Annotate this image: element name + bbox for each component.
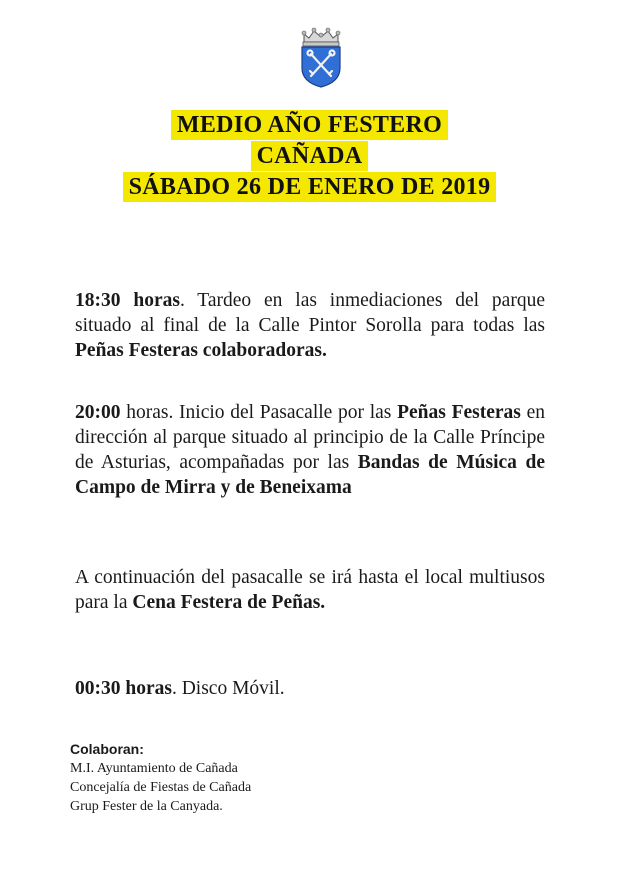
text-cena: A continuación del pasacalle se irá hasta el local multiusos para la bbox=[75, 567, 545, 613]
colaboran-heading: Colaboran: bbox=[70, 741, 144, 757]
title-line-1: MEDIO AÑO FESTERO bbox=[171, 110, 448, 140]
time-0030: 00:30 horas bbox=[75, 678, 172, 699]
colaborador-item: Grup Fester de la Canyada. bbox=[70, 799, 223, 814]
text-disco: . Disco Móvil. bbox=[171, 678, 285, 699]
bold-penas-festeras: Peñas Festeras bbox=[397, 402, 521, 423]
municipal-crest-icon bbox=[298, 26, 344, 88]
text-tardeo: . Tardeo en las inmediaciones del parque situado al final de la Calle Pintor Sorolla para todas las bbox=[75, 290, 545, 336]
title-line-3: SÁBADO 26 DE ENERO DE 2019 bbox=[123, 172, 497, 202]
text-pasacalle-1: horas. Inicio del Pasacalle por las bbox=[120, 402, 398, 423]
text-pasacalle-2: en dirección al parque situado al principio de la Calle Príncipe de Asturias, acompañadas por las bbox=[75, 402, 545, 473]
time-1830: 18:30 horas bbox=[75, 290, 180, 311]
colaboran-section bbox=[70, 740, 251, 816]
paragraph-cena bbox=[75, 565, 545, 615]
colaborador-item: M.I. Ayuntamiento de Cañada bbox=[70, 761, 238, 776]
bold-penas-colaboradoras: Peñas Festeras colaboradoras. bbox=[75, 340, 327, 361]
paragraph-pasacalle bbox=[75, 400, 545, 500]
time-2000: 20:00 bbox=[75, 402, 121, 423]
colaborador-item: Concejalía de Fiestas de Cañada bbox=[70, 780, 252, 795]
paragraph-tardeo bbox=[75, 288, 545, 363]
event-title-block bbox=[0, 110, 619, 203]
bold-cena-festera: Cena Festera de Peñas. bbox=[132, 592, 326, 613]
bold-bandas: Bandas de Música de Campo de Mirra y de Beneixama bbox=[75, 452, 545, 498]
title-line-2: CAÑADA bbox=[251, 141, 369, 171]
paragraph-disco bbox=[75, 676, 545, 701]
